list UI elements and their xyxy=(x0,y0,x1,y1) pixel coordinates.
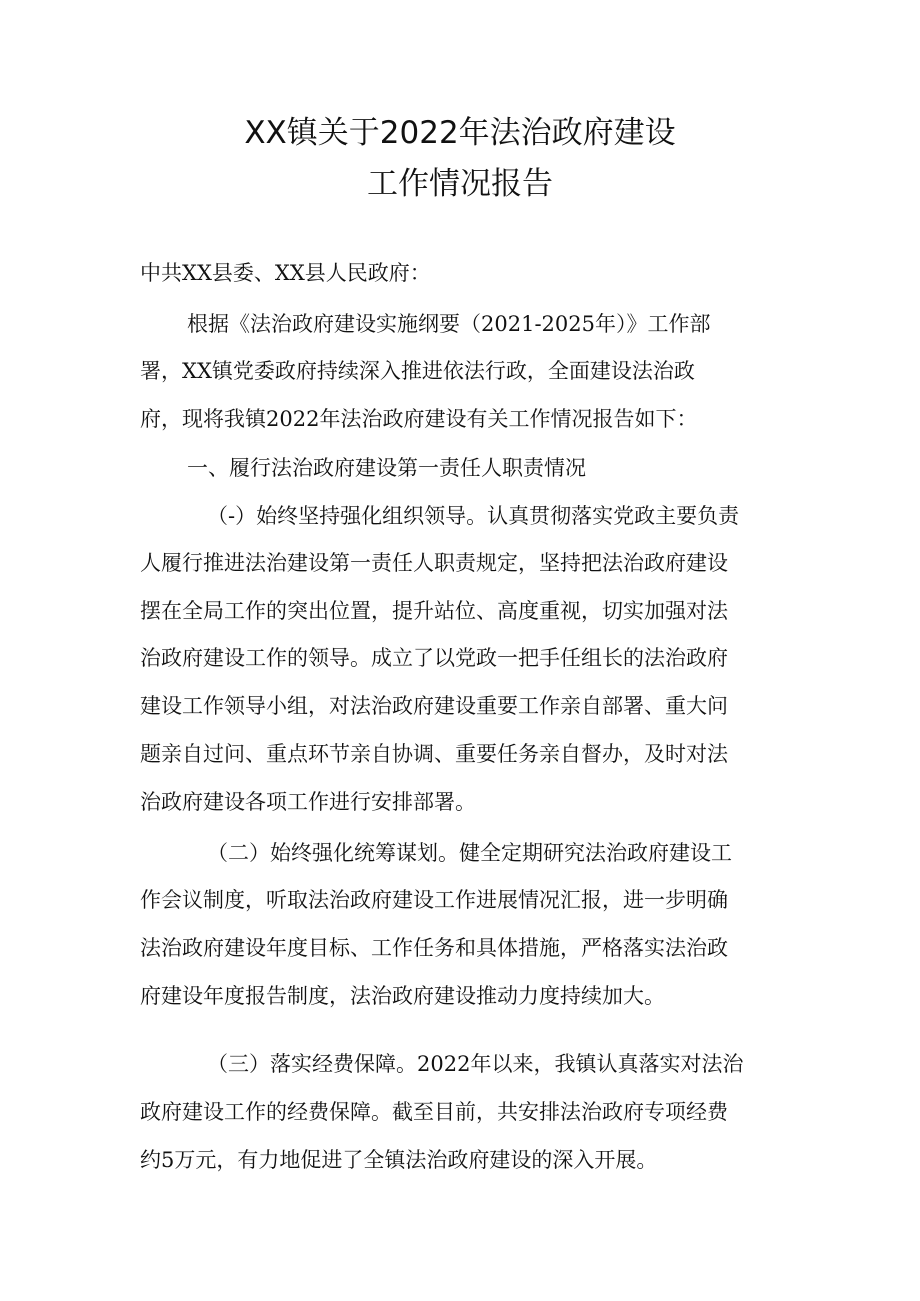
intro-line-3: 府，现将我镇2022年法治政府建设有关工作情况报告如下： xyxy=(140,407,698,431)
item-2-line-2: 作会议制度，听取法治政府建设工作进展情况汇报，进一步明确 xyxy=(140,888,728,912)
item-3-line-2: 政府建设工作的经费保障。截至目前，共安排法治政府专项经费 xyxy=(140,1100,728,1124)
item-2-line-4: 府建设年度报告制度，法治政府建设推动力度持续加大。 xyxy=(140,984,665,1008)
item-3-line-3: 约5万元，有力地促进了全镇法治政府建设的深入开展。 xyxy=(140,1148,658,1172)
addressee: 中共XX县委、XX县人民政府： xyxy=(140,261,431,285)
item-1-line-4: 治政府建设工作的领导。成立了以党政一把手任组长的法治政府 xyxy=(140,646,728,670)
item-1-line-3: 摆在全局工作的突出位置，提升站位、高度重视，切实加强对法 xyxy=(140,599,728,623)
section-1-heading: 一、履行法治政府建设第一责任人职责情况 xyxy=(187,456,586,480)
item-1-line-5: 建设工作领导小组，对法治政府建设重要工作亲自部署、重大问 xyxy=(140,694,728,718)
item-2-line-3: 法治政府建设年度目标、工作任务和具体措施，严格落实法治政 xyxy=(140,936,728,960)
item-1-line-2: 人履行推进法治建设第一责任人职责规定，坚持把法治政府建设 xyxy=(140,551,728,575)
intro-line-2: 署，XX镇党委政府持续深入推进依法行政，全面建设法治政 xyxy=(140,359,695,383)
item-2-line-1: （二）始终强化统筹谋划。健全定期研究法治政府建设工 xyxy=(207,841,732,865)
document-title-line-2: 工作情况报告 xyxy=(367,166,553,202)
item-1-line-7: 治政府建设各项工作进行安排部署。 xyxy=(140,790,476,814)
document-title-line-1: XX镇关于2022年法治政府建设 xyxy=(244,115,676,151)
item-1-line-1: （-）始终坚持强化组织领导。认真贯彻落实党政主要负责 xyxy=(207,504,740,528)
item-1-line-6: 题亲自过问、重点环节亲自协调、重要任务亲自督办，及时对法 xyxy=(140,742,728,766)
intro-line-1: 根据《法治政府建设实施纲要（2021-2025年）》工作部 xyxy=(187,312,711,336)
item-3-line-1: （三）落实经费保障。2022年以来，我镇认真落实对法治 xyxy=(207,1052,744,1076)
